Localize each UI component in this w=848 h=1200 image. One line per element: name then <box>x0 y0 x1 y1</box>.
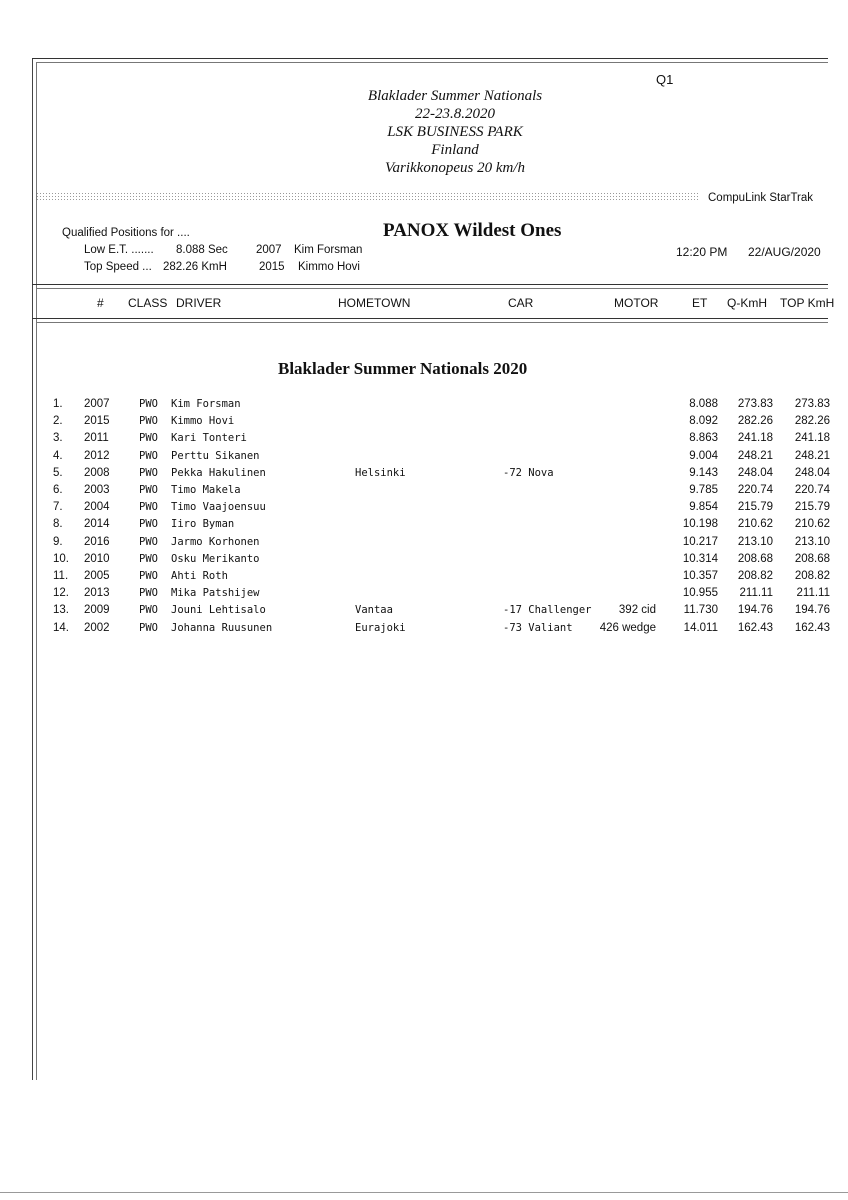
row-class: PWO <box>139 501 158 514</box>
row-class: PWO <box>139 552 158 565</box>
row-q-kmh: 208.82 <box>737 570 773 582</box>
row-q-kmh: 248.04 <box>737 466 773 479</box>
top-speed-value: 282.26 KmH <box>163 261 227 273</box>
table-row <box>0 501 848 518</box>
row-car-number: 2013 <box>84 587 110 600</box>
table-row <box>0 570 848 587</box>
row-et: 9.143 <box>689 466 718 479</box>
dotted-band <box>36 192 700 201</box>
row-driver: Kim Forsman <box>171 398 241 410</box>
row-car-number: 2009 <box>84 604 110 617</box>
row-et: 9.785 <box>689 484 718 496</box>
row-driver: Jouni Lehtisalo <box>171 604 266 617</box>
row-driver: Pekka Hakulinen <box>171 466 266 479</box>
row-driver: Mika Patshijew <box>171 587 260 600</box>
row-position: 10. <box>53 552 69 565</box>
col-header-et: ET <box>692 296 708 310</box>
row-position: 1. <box>53 398 63 410</box>
row-class: PWO <box>139 587 158 600</box>
row-q-kmh: 282.26 <box>737 415 773 428</box>
col-header-top-kmh: TOP KmH <box>780 296 835 310</box>
brand-label: CompuLink StarTrak <box>708 192 814 204</box>
row-class: PWO <box>139 621 158 634</box>
row-position: 14. <box>53 621 69 634</box>
row-car-number: 2007 <box>84 398 110 410</box>
row-position: 4. <box>53 449 63 462</box>
row-q-kmh: 220.74 <box>737 484 773 496</box>
row-q-kmh: 213.10 <box>737 535 773 548</box>
row-position: 6. <box>53 484 63 496</box>
col-header-class: CLASS <box>128 296 168 310</box>
row-et: 10.955 <box>682 587 718 600</box>
row-position: 11. <box>53 570 69 582</box>
top-speed-label: Top Speed ... <box>84 261 152 273</box>
col-header-hometown: HOMETOWN <box>338 296 411 310</box>
row-driver: Osku Merikanto <box>171 552 260 565</box>
row-q-kmh: 194.76 <box>737 604 773 617</box>
row-position: 2. <box>53 415 63 428</box>
row-q-kmh: 248.21 <box>737 449 773 462</box>
row-hometown: Eurajoki <box>355 621 406 634</box>
row-q-kmh: 241.18 <box>737 432 773 445</box>
row-driver: Kari Tonteri <box>171 432 247 445</box>
row-et: 8.092 <box>689 415 718 428</box>
event-dates: 22-23.8.2020 <box>415 106 495 122</box>
header-divider-top <box>32 284 828 285</box>
row-class: PWO <box>139 449 158 462</box>
row-car-number: 2008 <box>84 466 110 479</box>
row-top-kmh: 210.62 <box>794 518 830 531</box>
page-bottom-line <box>0 1192 848 1193</box>
row-position: 8. <box>53 518 63 531</box>
row-top-kmh: 194.76 <box>794 604 830 617</box>
row-class: PWO <box>139 398 158 410</box>
row-et: 14.011 <box>683 621 718 634</box>
report-time: 12:20 PM <box>676 245 728 259</box>
class-title: PANOX Wildest Ones <box>383 220 562 241</box>
event-header <box>300 87 610 177</box>
col-header-car: CAR <box>508 296 534 310</box>
table-row <box>0 518 848 535</box>
row-class: PWO <box>139 570 158 582</box>
table-row <box>0 450 848 467</box>
table-row <box>0 536 848 553</box>
col-header-num: # <box>97 296 104 310</box>
row-top-kmh: 208.82 <box>794 570 830 582</box>
row-class: PWO <box>139 432 158 445</box>
row-et: 10.314 <box>682 552 718 565</box>
row-class: PWO <box>139 484 158 496</box>
event-venue: LSK BUSINESS PARK <box>387 124 523 140</box>
row-et: 9.004 <box>689 449 718 462</box>
row-q-kmh: 208.68 <box>737 552 773 565</box>
row-class: PWO <box>139 535 158 548</box>
table-row <box>0 415 848 432</box>
row-hometown: Helsinki <box>355 466 406 479</box>
table-row <box>0 467 848 484</box>
row-car-number: 2003 <box>84 484 110 496</box>
header-divider-bottom <box>32 318 828 319</box>
row-car-number: 2002 <box>84 621 110 634</box>
row-motor: 392 cid <box>618 604 656 617</box>
table-row <box>0 587 848 604</box>
row-motor: 426 wedge <box>599 621 656 634</box>
row-driver: Timo Makela <box>171 484 241 496</box>
table-row <box>0 432 848 449</box>
top-speed-number: 2015 <box>259 261 285 273</box>
table-row <box>0 622 848 639</box>
low-et-driver: Kim Forsman <box>294 244 363 256</box>
row-top-kmh: 248.04 <box>794 466 830 479</box>
row-et: 10.198 <box>682 518 718 531</box>
row-position: 13. <box>53 604 69 617</box>
table-row <box>0 553 848 570</box>
row-q-kmh: 210.62 <box>737 518 773 531</box>
low-et-label: Low E.T. ....... <box>84 244 154 256</box>
row-class: PWO <box>139 604 158 617</box>
row-car: -73 Valiant <box>503 621 573 634</box>
row-top-kmh: 248.21 <box>794 449 830 462</box>
row-car-number: 2012 <box>84 449 110 462</box>
row-position: 7. <box>53 501 63 514</box>
row-car-number: 2011 <box>84 432 109 445</box>
event-name: Blaklader Summer Nationals <box>367 88 543 104</box>
table-row <box>0 604 848 621</box>
row-top-kmh: 215.79 <box>794 501 830 514</box>
row-position: 12. <box>53 587 69 600</box>
row-driver: Ahti Roth <box>171 570 228 582</box>
row-driver: Perttu Sikanen <box>171 449 260 462</box>
row-car-number: 2015 <box>84 415 110 428</box>
low-et-number: 2007 <box>256 244 282 256</box>
row-q-kmh: 215.79 <box>737 501 773 514</box>
row-top-kmh: 282.26 <box>794 415 830 428</box>
row-q-kmh: 211.11 <box>739 587 773 600</box>
row-top-kmh: 162.43 <box>794 621 830 634</box>
row-position: 9. <box>53 535 63 548</box>
row-driver: Jarmo Korhonen <box>171 535 260 548</box>
col-header-motor: MOTOR <box>614 296 659 310</box>
row-class: PWO <box>139 466 158 479</box>
row-top-kmh: 241.18 <box>794 432 830 445</box>
row-top-kmh: 220.74 <box>794 484 830 496</box>
row-car-number: 2014 <box>84 518 110 531</box>
row-et: 8.863 <box>689 432 718 445</box>
row-top-kmh: 211.11 <box>796 587 830 600</box>
row-driver: Iiro Byman <box>171 518 235 531</box>
row-et: 11.730 <box>683 604 718 617</box>
low-et-value: 8.088 Sec <box>176 244 228 256</box>
row-car: -72 Nova <box>503 466 554 479</box>
row-top-kmh: 273.83 <box>794 398 830 410</box>
header-divider-top-inner <box>36 288 828 289</box>
row-q-kmh: 162.43 <box>737 621 773 634</box>
row-top-kmh: 208.68 <box>794 552 830 565</box>
event-title: Blaklader Summer Nationals 2020 <box>278 359 528 378</box>
row-top-kmh: 213.10 <box>794 535 830 548</box>
row-q-kmh: 273.83 <box>737 398 773 410</box>
row-position: 5. <box>53 466 63 479</box>
top-speed-driver: Kimmo Hovi <box>298 261 360 273</box>
row-car-number: 2004 <box>84 501 110 514</box>
col-header-driver: DRIVER <box>176 296 222 310</box>
event-country: Finland <box>431 142 479 158</box>
header-divider-bottom-inner <box>36 322 828 323</box>
row-hometown: Vantaa <box>355 604 393 617</box>
row-et: 10.217 <box>682 535 718 548</box>
table-row <box>0 484 848 501</box>
row-car-number: 2016 <box>84 535 110 548</box>
row-position: 3. <box>53 432 63 445</box>
row-class: PWO <box>139 415 158 428</box>
row-class: PWO <box>139 518 158 531</box>
report-code: Q1 <box>656 72 674 87</box>
frame-top-line-inner <box>36 62 828 63</box>
event-pit-speed: Varikkonopeus 20 km/h <box>385 160 525 176</box>
row-driver: Timo Vaajoensuu <box>171 501 266 514</box>
report-date: 22/AUG/2020 <box>748 245 821 259</box>
row-car-number: 2005 <box>84 570 110 582</box>
row-car-number: 2010 <box>84 552 110 565</box>
col-header-qkmh: Q-KmH <box>727 296 767 310</box>
table-row <box>0 398 848 415</box>
row-driver: Kimmo Hovi <box>171 415 235 428</box>
frame-top-line <box>32 58 828 59</box>
qualified-label: Qualified Positions for .... <box>62 227 190 239</box>
row-car: -17 Challenger <box>503 604 592 617</box>
row-driver: Johanna Ruusunen <box>171 621 273 634</box>
row-et: 9.854 <box>689 501 718 514</box>
row-et: 10.357 <box>682 570 718 582</box>
row-et: 8.088 <box>689 398 718 410</box>
